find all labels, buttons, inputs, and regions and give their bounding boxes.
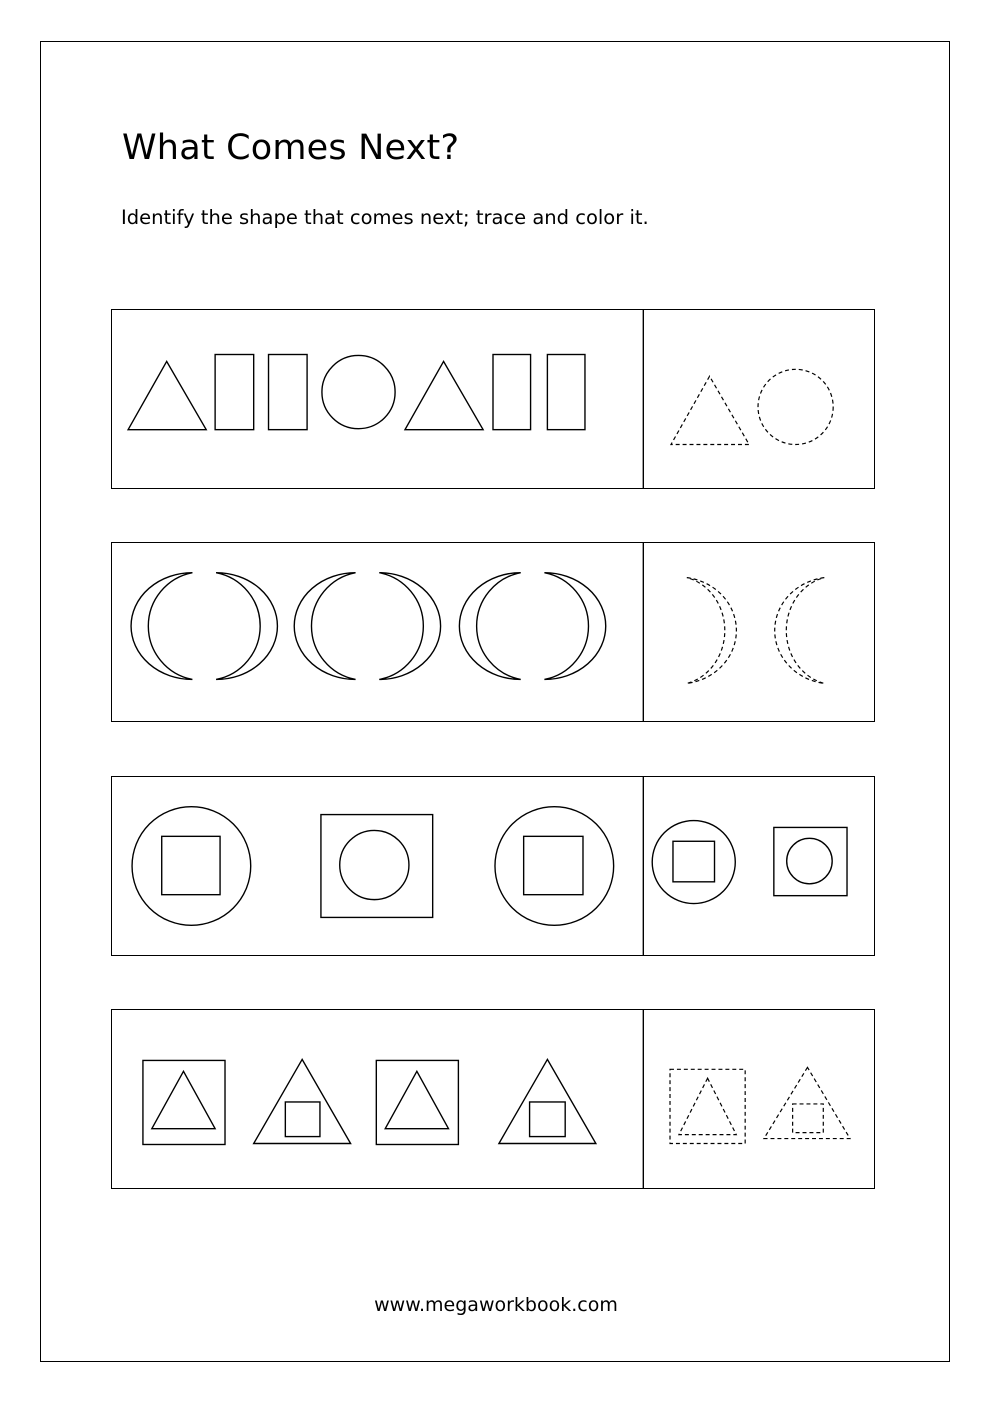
dashed-triangle-in-square-answer[interactable] (670, 1069, 745, 1143)
pattern-row-3 (111, 776, 875, 956)
square-in-triangle-shape (254, 1059, 351, 1143)
rectangle-shape (547, 355, 585, 430)
pattern-row-1 (111, 309, 875, 489)
triangle-in-square-shape (143, 1060, 225, 1144)
square-in-circle-shape (132, 807, 251, 926)
pattern-row-2 (111, 542, 875, 722)
crescent-left-shape (459, 573, 520, 680)
circle-in-square-answer[interactable] (774, 827, 847, 895)
circle-in-square-shape (321, 815, 433, 918)
crescent-left-shape (131, 573, 192, 680)
triangle-shape (405, 361, 483, 429)
circle-shape (322, 355, 395, 428)
dashed-crescent-right-answer[interactable] (687, 578, 737, 684)
crescent-right-shape (379, 573, 440, 680)
crescent-left-shape (294, 573, 355, 680)
square-in-circle-shape (495, 807, 614, 926)
dashed-square-in-triangle-answer[interactable] (764, 1067, 850, 1138)
dashed-triangle-answer[interactable] (671, 376, 749, 444)
page-title: What Comes Next? (122, 128, 460, 168)
rectangle-shape (215, 355, 254, 430)
dashed-crescent-left-answer[interactable] (775, 578, 825, 684)
pattern-row-4 (111, 1009, 875, 1189)
square-in-circle-answer[interactable] (652, 821, 735, 904)
square-in-triangle-shape (499, 1059, 596, 1143)
crescent-right-shape (216, 573, 277, 680)
rectangle-shape (269, 355, 308, 430)
instruction-text: Identify the shape that comes next; trace and color it. (121, 206, 649, 229)
crescent-right-shape (544, 573, 605, 680)
triangle-shape (128, 361, 206, 429)
rectangle-shape (493, 355, 531, 430)
dashed-circle-answer[interactable] (758, 369, 833, 444)
footer-url: www.megaworkbook.com (374, 1294, 618, 1316)
triangle-in-square-shape (376, 1060, 458, 1144)
